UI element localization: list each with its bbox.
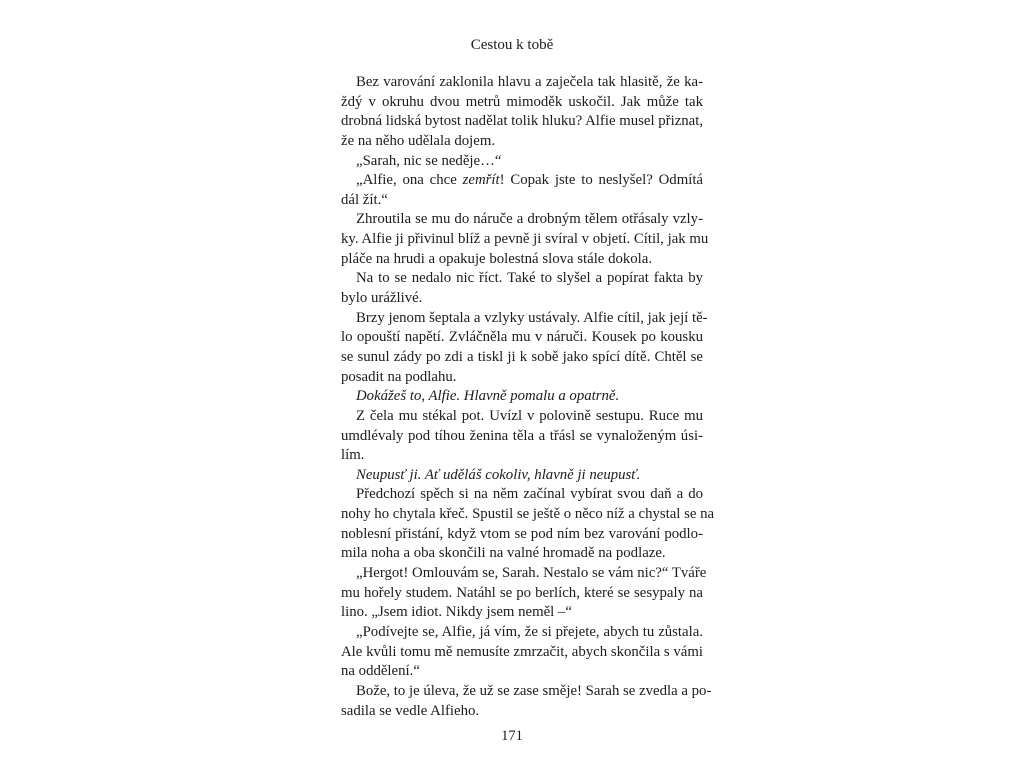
- text-line: drobná lidská bytost nadělat tolik hluku? Alfie musel přiznat,: [341, 113, 704, 130]
- text-line: se sunul zády po zdi a tiskl ji k sobě jako spící dítě. Chtěl se: [341, 348, 703, 365]
- text-line: Brzy jenom šeptala a vzlyky ustávaly. Alfie cítil, jak její tě-: [356, 309, 708, 326]
- text-line: dál žít.“: [341, 191, 388, 208]
- running-head: Cestou k tobě: [470, 37, 554, 53]
- text-line: „Hergot! Omlouvám se, Sarah. Nestalo se vám nic?“ Tváře: [356, 565, 707, 582]
- text-line: „Podívejte se, Alfie, já vím, že si přejete, abych tu zůstala.: [356, 623, 703, 640]
- text-line: Neupusť ji. Ať uděláš cokoliv, hlavně ji neupusť.: [356, 466, 641, 483]
- text-line: Bez varování zaklonila hlavu a zaječela tak hlasitě, že ka-: [356, 74, 703, 90]
- text-line: bylo urážlivé.: [341, 290, 423, 307]
- text-line: nohy ho chytala křeč. Spustil se ještě o něco níž a chystal se na: [341, 506, 715, 523]
- text-line: na oddělení.“: [341, 663, 420, 680]
- text-line: ky. Alfie ji přivinul blíž a pevně ji svíral v objetí. Cítil, jak mu: [341, 231, 709, 248]
- text-line: Dokážeš to, Alfie. Hlavně pomalu a opatrně.: [356, 388, 620, 405]
- text-line: noblesní přistání, když vtom se pod ním bez varování podlo-: [341, 525, 703, 542]
- text-line: že na něho udělala dojem.: [341, 132, 496, 149]
- text-line: mu hořely studem. Natáhl se po berlích, které se sesypaly na: [341, 584, 703, 601]
- text-line: umdlévaly pod tíhou ženina těla a třásl se vynaloženým úsi-: [341, 427, 703, 444]
- text-line: „Sarah, nic se neděje…“: [356, 152, 502, 169]
- text-line: Zhroutila se mu do náruče a drobným tělem otřásaly vzly-: [356, 211, 703, 228]
- text-line: mila noha a oba skončili na valné hromadě na podlaze.: [341, 545, 666, 562]
- text-line: Z čela mu stékal pot. Uvízl v polovině sestupu. Ruce mu: [356, 407, 703, 424]
- page-number: 171: [501, 728, 523, 744]
- body-text: [341, 73, 715, 721]
- text-line: Na to se nedalo nic říct. Také to slyšel a popírat fakta by: [356, 270, 703, 287]
- text-line: Ale kvůli tomu mě nemusíte zmrzačit, abych skončila s vámi: [341, 643, 703, 660]
- text-line: lo opouští napětí. Zvláčněla mu v náruči. Kousek po kousku: [341, 329, 703, 346]
- text-line: sadila se vedle Alfieho.: [341, 702, 480, 719]
- text-line: lím.: [341, 447, 365, 464]
- text-line: „Alfie, ona chce zemřít! Copak jste to neslyšel? Odmítá: [356, 172, 703, 189]
- text-line: lino. „Jsem idiot. Nikdy jsem neměl –“: [341, 604, 572, 621]
- text-line: pláče na hrudi a opakuje bolestná slova stále dokola.: [341, 250, 653, 267]
- text-line: Bože, to je úleva, že už se zase směje! Sarah se zvedla a po-: [356, 682, 712, 699]
- text-line: ždý v okruhu dvou metrů mimoděk uskočil. Jak může tak: [341, 93, 703, 110]
- text-line: Předchozí spěch si na něm začínal vybírat svou daň a do: [356, 486, 703, 503]
- text-line: posadit na podlahu.: [341, 368, 457, 385]
